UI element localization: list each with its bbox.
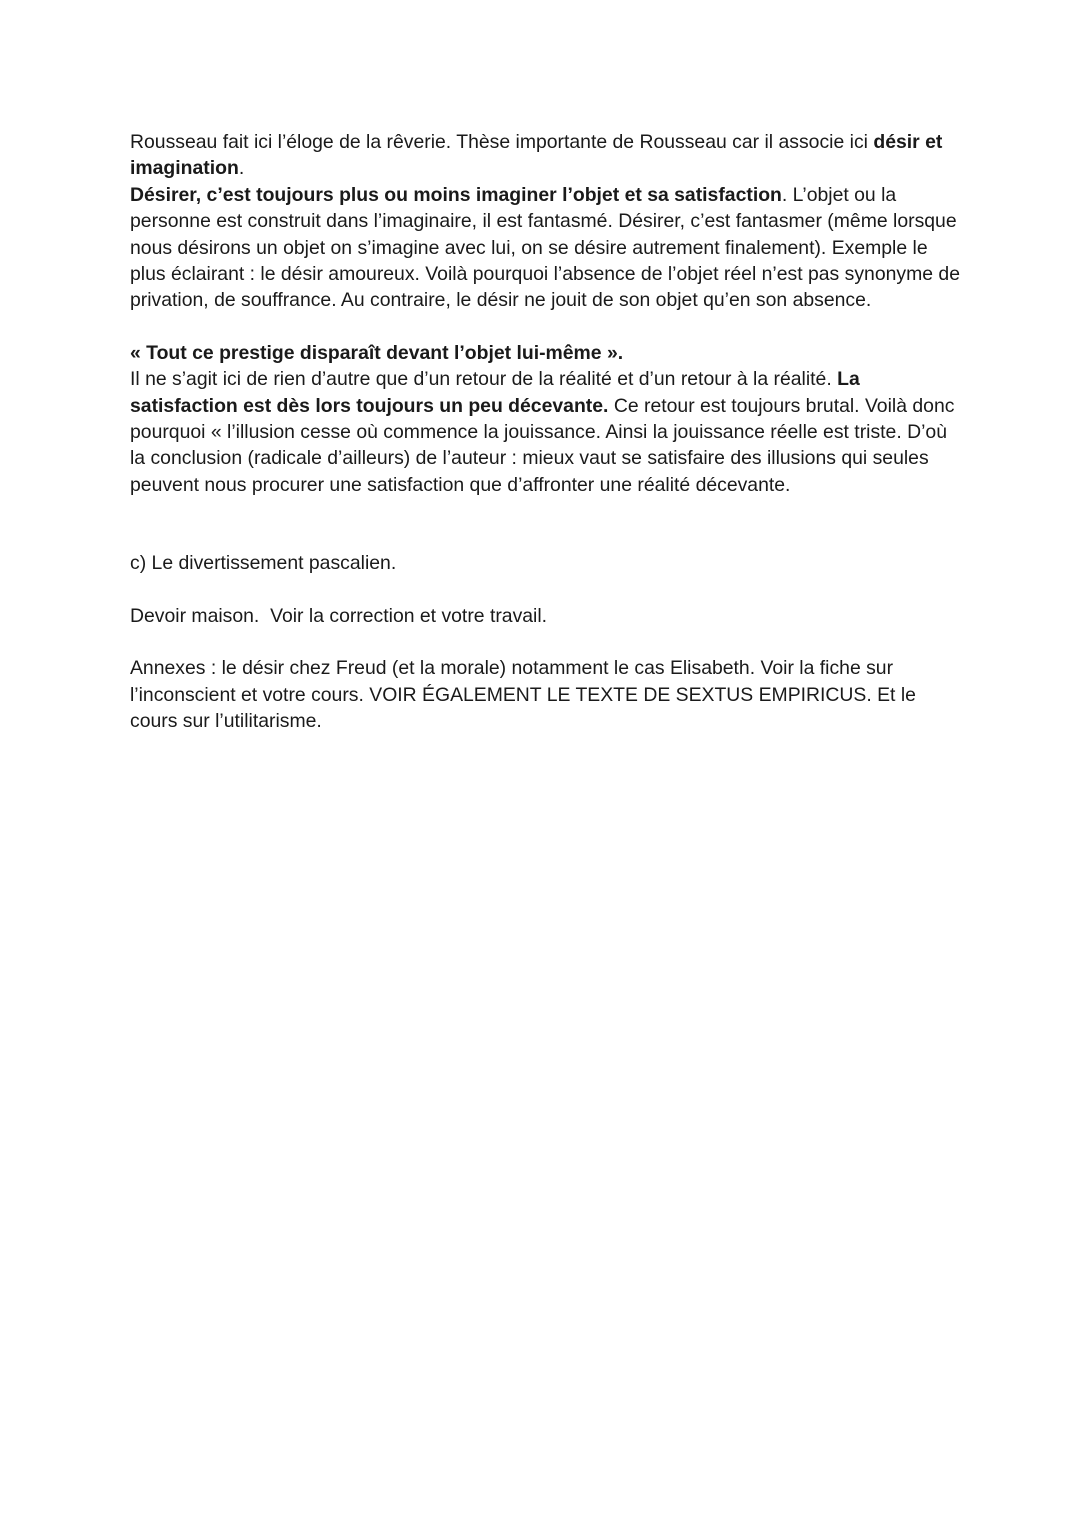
paragraph-prestige [130,340,960,498]
paragraph-desir-imagination [130,129,960,314]
spacer [130,498,960,550]
spacer [130,629,960,655]
bold-segment: Désirer, c’est toujours plus ou moins imaginer l’objet et sa satisfaction [130,183,782,206]
document-page [130,129,960,734]
spacer [130,314,960,340]
text-segment: . L’objet ou la personne est construit dans l’imaginaire, il est fantasmé. Désirer, c’est fantasmer (même lorsque nous désirons un objet on s’imagine avec lui, on se désire autrement finalement). Exemple le plus éclairant : le désir amoureux. Voilà pourquoi l’absence de l’objet réel n’est pas synonyme de privation, de souffrance. Au contraire, le désir ne jouit de son objet qu’en son absence. [130,183,960,312]
paragraph-devoir: Devoir maison. Voir la correction et votre travail. [130,604,548,627]
text-segment: Rousseau fait ici l’éloge de la rêverie. Thèse importante de Rousseau car il associe ici [130,131,874,153]
paragraph-annexes: Annexes : le désir chez Freud (et la morale) notamment le cas Elisabeth. Voir la fiche sur l’inconscient et votre cours. VOIR ÉGALEMENT LE TEXTE DE SEXTUS EMPIRICUS. Et le cours sur l’utilitarisme. [130,657,916,732]
spacer [130,577,960,603]
bold-quote: « Tout ce prestige disparaît devant l’objet lui-même ». [130,341,624,364]
text-segment: Ce retour est toujours brutal. Voilà donc pourquoi « l’illusion cesse où commence la jouissance. Ainsi la jouissance réelle est triste. D’où la conclusion (radicale d’ailleurs) de l’auteur : mieux vaut se satisfaire des illusions qui seules peuvent nous procurer une satisfaction que d’affronter une réalité décevante. [130,394,955,496]
bold-segment: La satisfaction est dès lors toujours un peu décevante. [130,368,860,417]
bold-segment: désir et imagination [130,131,943,180]
section-heading-c: c) Le divertissement pascalien. [130,552,397,575]
text-segment: . [238,157,245,180]
text-segment: Il ne s’agit ici de rien d’autre que d’un retour de la réalité et d’un retour à la réalité. [130,368,838,391]
